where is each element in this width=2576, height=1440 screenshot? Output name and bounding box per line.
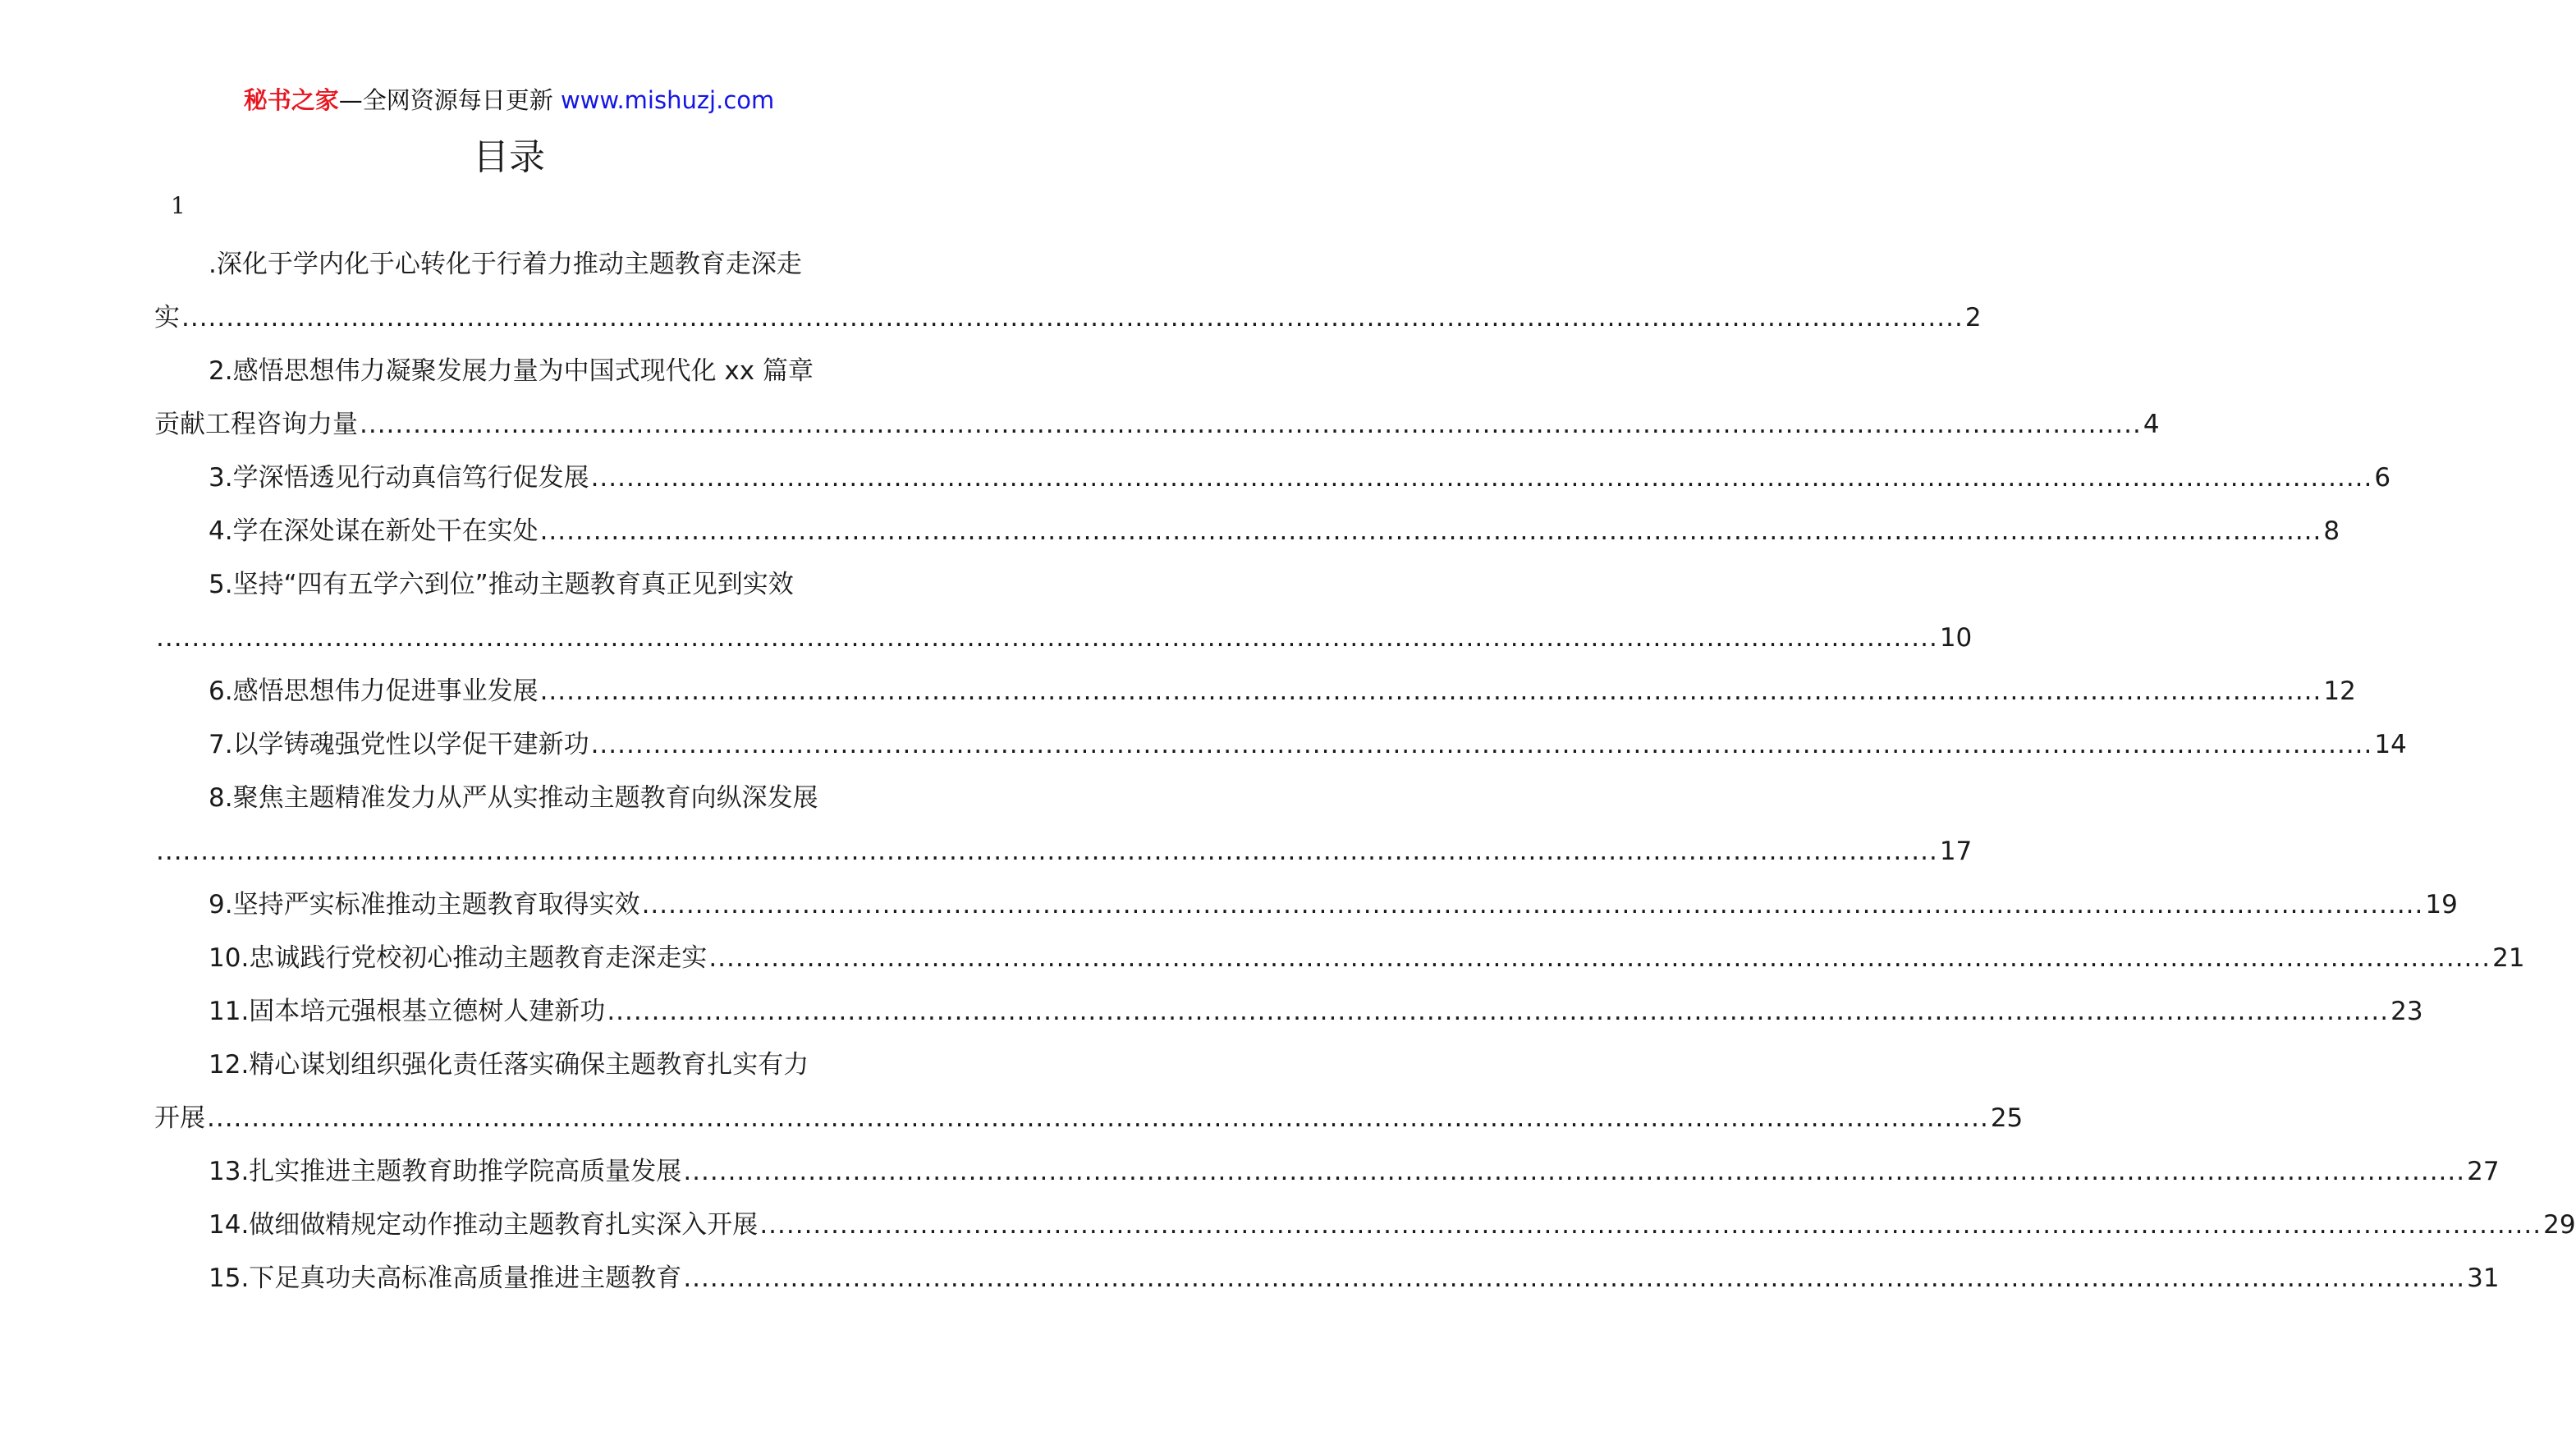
- toc-leader-dots: ........................................................................................................................................................................................................: [590, 730, 2373, 759]
- page-title: 目录: [473, 136, 545, 178]
- toc-entry[interactable]: [154, 505, 2340, 558]
- toc-page-number: 10: [1939, 623, 1973, 653]
- site-header: [0, 82, 1018, 118]
- toc-entry-title: 7.以学铸魂强党性以学促干建新功: [209, 730, 589, 759]
- toc-page-number: 19: [2425, 890, 2458, 919]
- toc-entry[interactable]: [154, 452, 2391, 505]
- toc-leader-dots: ........................................................................................................................................................................................................: [759, 1210, 2542, 1240]
- toc-entry[interactable]: [154, 345, 2160, 452]
- toc-entry[interactable]: [154, 238, 1982, 345]
- toc-entry-title: 8.聚焦主题精准发力从严从实推动主题教育向纵深发展: [209, 783, 818, 813]
- toc-entry-title: 6.感悟思想伟力促进事业发展: [209, 676, 539, 706]
- header-tagline: —全网资源每日更新: [338, 86, 553, 114]
- toc-page-number: 8: [2323, 516, 2340, 546]
- toc-page-number: 4: [2143, 410, 2160, 439]
- toc-entry-title: 2.感悟思想伟力凝聚发展力量为中国式现代化 xx 篇章: [209, 356, 814, 386]
- toc-leader-dots: ........................................................................................................................................................................................................: [181, 303, 1964, 332]
- toc-entry[interactable]: [154, 1039, 2024, 1145]
- toc-entry-title: 13.扎实推进主题教育助推学院高质量发展: [209, 1157, 682, 1186]
- page-number: 1: [171, 192, 186, 219]
- toc-entry[interactable]: [154, 558, 1973, 665]
- toc-leader-dots: ........................................................................................................................................................................................................: [207, 1103, 1989, 1133]
- toc-page-number: 21: [2492, 943, 2525, 973]
- toc-entry-title: 11.固本培元强根基立德树人建新功: [209, 997, 606, 1026]
- toc-entry-title: 9.坚持严实标准推动主题教育取得实效: [209, 890, 640, 919]
- toc-entry-title: 开展: [154, 1103, 205, 1133]
- toc-leader-dots: ........................................................................................................................................................................................................: [683, 1263, 2466, 1293]
- toc-entry-title: 14.做细做精规定动作推动主题教育扎实深入开展: [209, 1210, 759, 1240]
- toc-page-number: 2: [1964, 303, 1982, 332]
- toc-leader-dots: ........................................................................................................................................................................................................: [708, 943, 2491, 973]
- site-url-link[interactable]: www.mishuzj.com: [560, 86, 775, 114]
- toc-page-number: 12: [2323, 676, 2356, 706]
- toc-leader-dots: ........................................................................................................................................................................................................: [607, 997, 2390, 1026]
- toc-entry-title: .深化于学内化于心转化于行着力推动主题教育走深走: [209, 250, 802, 279]
- table-of-contents: [154, 238, 2576, 1305]
- toc-entry-title: 4.学在深处谋在新处干在实处: [209, 516, 539, 546]
- toc-entry[interactable]: [154, 1199, 2576, 1252]
- toc-entry-title: 5.坚持“四有五学六到位”推动主题教育真正见到实效: [209, 570, 794, 599]
- toc-entry-title: 10.忠诚践行党校初心推动主题教育走深走实: [209, 943, 708, 973]
- toc-entry-title: 3.学深悟透见行动真信笃行促发展: [209, 463, 589, 493]
- toc-entry[interactable]: [154, 718, 2407, 772]
- toc-leader-dots: ........................................................................................................................................................................................................: [156, 837, 1938, 866]
- toc-page-number: 29: [2543, 1210, 2576, 1240]
- toc-leader-dots: ........................................................................................................................................................................................................: [156, 623, 1938, 653]
- brand-name: 秘书之家: [243, 86, 339, 114]
- toc-entry[interactable]: [154, 932, 2525, 985]
- toc-entry-title: 15.下足真功夫高标准高质量推进主题教育: [209, 1263, 682, 1293]
- toc-page-number: 14: [2374, 730, 2407, 759]
- toc-leader-dots: ........................................................................................................................................................................................................: [539, 676, 2322, 706]
- toc-page-number: 25: [1990, 1103, 2024, 1133]
- toc-leader-dots: ........................................................................................................................................................................................................: [641, 890, 2424, 919]
- toc-page-number: 27: [2467, 1157, 2500, 1186]
- toc-entry[interactable]: [154, 985, 2423, 1039]
- toc-page-number: 31: [2467, 1263, 2500, 1293]
- toc-leader-dots: ........................................................................................................................................................................................................: [360, 410, 2142, 439]
- toc-page-number: 17: [1939, 837, 1973, 866]
- toc-page-number: 23: [2390, 997, 2423, 1026]
- toc-entry-title: 实: [154, 303, 180, 332]
- toc-entry[interactable]: [154, 1252, 2500, 1305]
- toc-entry[interactable]: [154, 772, 1973, 878]
- toc-leader-dots: ........................................................................................................................................................................................................: [683, 1157, 2466, 1186]
- toc-leader-dots: ........................................................................................................................................................................................................: [590, 463, 2373, 493]
- toc-entry[interactable]: [154, 1145, 2500, 1199]
- toc-entry-title: 贡献工程咨询力量: [154, 410, 358, 439]
- toc-entry[interactable]: [154, 665, 2356, 718]
- toc-entry-title: 12.精心谋划组织强化责任落实确保主题教育扎实有力: [209, 1050, 809, 1080]
- toc-page-number: 6: [2374, 463, 2391, 493]
- toc-entry[interactable]: [154, 878, 2458, 932]
- toc-leader-dots: ........................................................................................................................................................................................................: [539, 516, 2322, 546]
